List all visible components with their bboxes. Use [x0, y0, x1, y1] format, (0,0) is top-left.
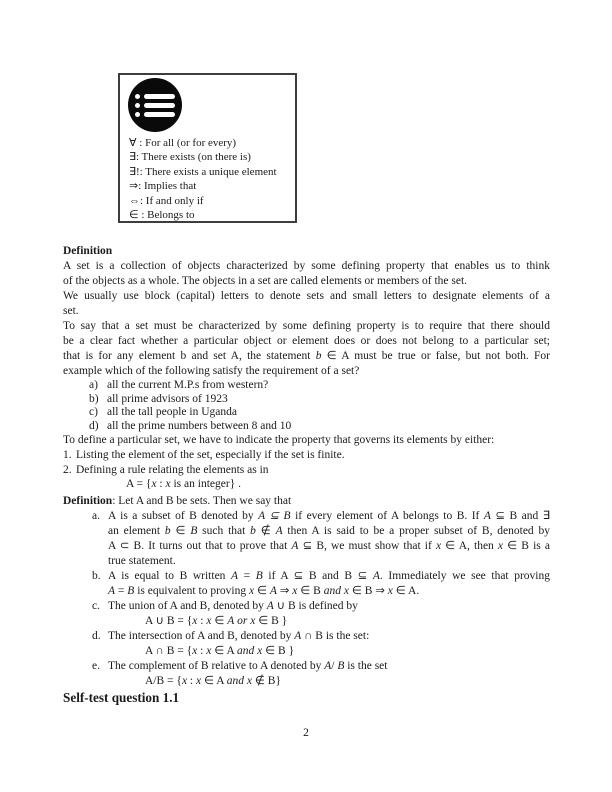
equation-intersection: A ∩ B = {x : x ∈ A and x ∈ B } — [145, 645, 295, 658]
equation-complement: A/B = {x : x ∈ A and x ∉ B} — [145, 675, 281, 688]
list-bar — [144, 103, 175, 108]
list-item-text: A is equal to B written A = B if A ⊆ B and B ⊆ A. Immediately we see that proving — [108, 570, 550, 583]
list-marker: a. — [92, 510, 100, 523]
list-dot — [135, 112, 140, 117]
list-item-text: Listing the element of the set, especially if the set is finite. — [76, 449, 345, 461]
bulleted-list-icon-row — [135, 112, 182, 117]
symbol-legend-line-implies: ⇒: Implies that — [129, 180, 197, 193]
list-item-equal — [63, 569, 550, 584]
page-number: 2 — [303, 727, 309, 739]
list-item-equal-cont: A = B is equivalent to proving x ∈ A ⇒ x ∈ B and x ∈ B ⇒ x ∈ A. — [108, 585, 420, 598]
list-item-subset-cont: A ⊂ B. It turns out that to prove that A ⊆ B, we must show that if x ∈ A, then x ∈ B is a — [108, 540, 550, 553]
bulleted-list-icon-row — [135, 103, 182, 108]
list-item-intersection — [63, 629, 550, 644]
list-marker: c) — [89, 406, 98, 418]
paragraph-line: be a clear fact whether a particular object or element does or does not belong to a particular set; — [63, 335, 550, 347]
list-item-d — [63, 420, 550, 434]
list-dot — [135, 103, 140, 108]
symbol-legend-line-forall: ∀ : For all (or for every) — [129, 137, 237, 149]
list-item-text: all the current M.P.s from western? — [107, 379, 269, 391]
list-marker: a) — [89, 379, 98, 391]
symbol-legend-line-exists-unique: ∃!: There exists a unique element — [129, 165, 277, 178]
list-item-text: The complement of B relative to A denoted by A/ B is the set — [108, 660, 388, 673]
numbered-item-1 — [63, 448, 550, 463]
symbol-legend-line-iff: ⇔: If and only if — [129, 194, 204, 207]
paragraph-line: We usually use block (capital) letters to denote sets and small letters to designate elements of a — [63, 290, 550, 302]
list-item-text: all the tall people in Uganda — [107, 406, 237, 418]
list-item-text: Defining a rule relating the elements as in — [76, 463, 269, 476]
list-marker: b) — [89, 392, 99, 405]
list-item-subset-cont: an element b ∈ B such that b ∉ A then A is said to be a proper subset of B, denoted by — [108, 525, 550, 538]
list-item-text: A is a subset of B denoted by A ⊆ B if every element of A belongs to B. If A ⊆ B and ∃ — [108, 510, 550, 523]
bulleted-list-icon-row — [135, 94, 182, 99]
symbol-legend-box — [118, 73, 297, 223]
bulleted-list-icon — [128, 78, 182, 132]
list-item-text: all the prime numbers between 8 and 10 — [107, 419, 292, 432]
paragraph-line: A set is a collection of objects characterized by some defining property that enables us to think — [63, 260, 550, 272]
list-bar — [144, 94, 175, 99]
symbol-legend-line-belongs: ∈ : Belongs to — [129, 209, 195, 222]
list-item-c — [63, 406, 550, 420]
paragraph-line: To say that a set must be characterized by some defining property is to require that there should — [63, 320, 550, 332]
list-marker: 2. — [63, 463, 72, 476]
list-dot — [135, 94, 140, 99]
list-marker: e. — [92, 660, 100, 673]
list-marker: b. — [92, 570, 101, 583]
list-item-complement — [63, 659, 550, 674]
page-content — [63, 73, 550, 706]
paragraph-line: set. — [63, 305, 79, 317]
definition-heading: Definition — [63, 245, 113, 257]
list-item-union — [63, 599, 550, 614]
list-marker: d) — [89, 419, 99, 432]
list-item-text: The union of A and B, denoted by A ∪ B is defined by — [108, 600, 358, 613]
list-item-text: The intersection of A and B, denoted by A ∩ B is the set: — [108, 630, 370, 643]
numbered-item-2 — [63, 463, 550, 478]
self-test-heading: Self-test question 1.1 — [63, 690, 180, 706]
list-marker: c. — [92, 600, 100, 613]
list-marker: 1. — [63, 449, 72, 461]
definition2-lead: Definition: Let A and B be sets. Then we say that — [63, 495, 292, 508]
list-item-subset — [63, 509, 550, 524]
list-item-subset-cont: true statement. — [108, 555, 176, 568]
paragraph-line: To define a particular set, we have to indicate the property that governs its elements by either: — [63, 434, 495, 446]
symbol-legend-line-exists: ∃: There exists (on there is) — [129, 151, 251, 164]
equation-union: A ∪ B = {x : x ∈ A or x ∈ B } — [145, 615, 288, 628]
paragraph-line: that is for any element b and set A, the statement b ∈ A must be true or false, but not both. For — [63, 350, 550, 362]
paragraph-line: of the objects as a whole. The objects in a set are called elements or members of the set. — [63, 275, 468, 287]
paragraph-line: example which of the following satisfy the requirement of a set? — [63, 365, 360, 377]
list-item-text: all prime advisors of 1923 — [107, 392, 228, 405]
list-bar — [144, 112, 175, 117]
equation-integer-set: A = {x : x is an integer} . — [126, 478, 241, 491]
list-item-b — [63, 393, 550, 407]
list-marker: d. — [92, 630, 101, 643]
list-item-a — [63, 379, 550, 393]
